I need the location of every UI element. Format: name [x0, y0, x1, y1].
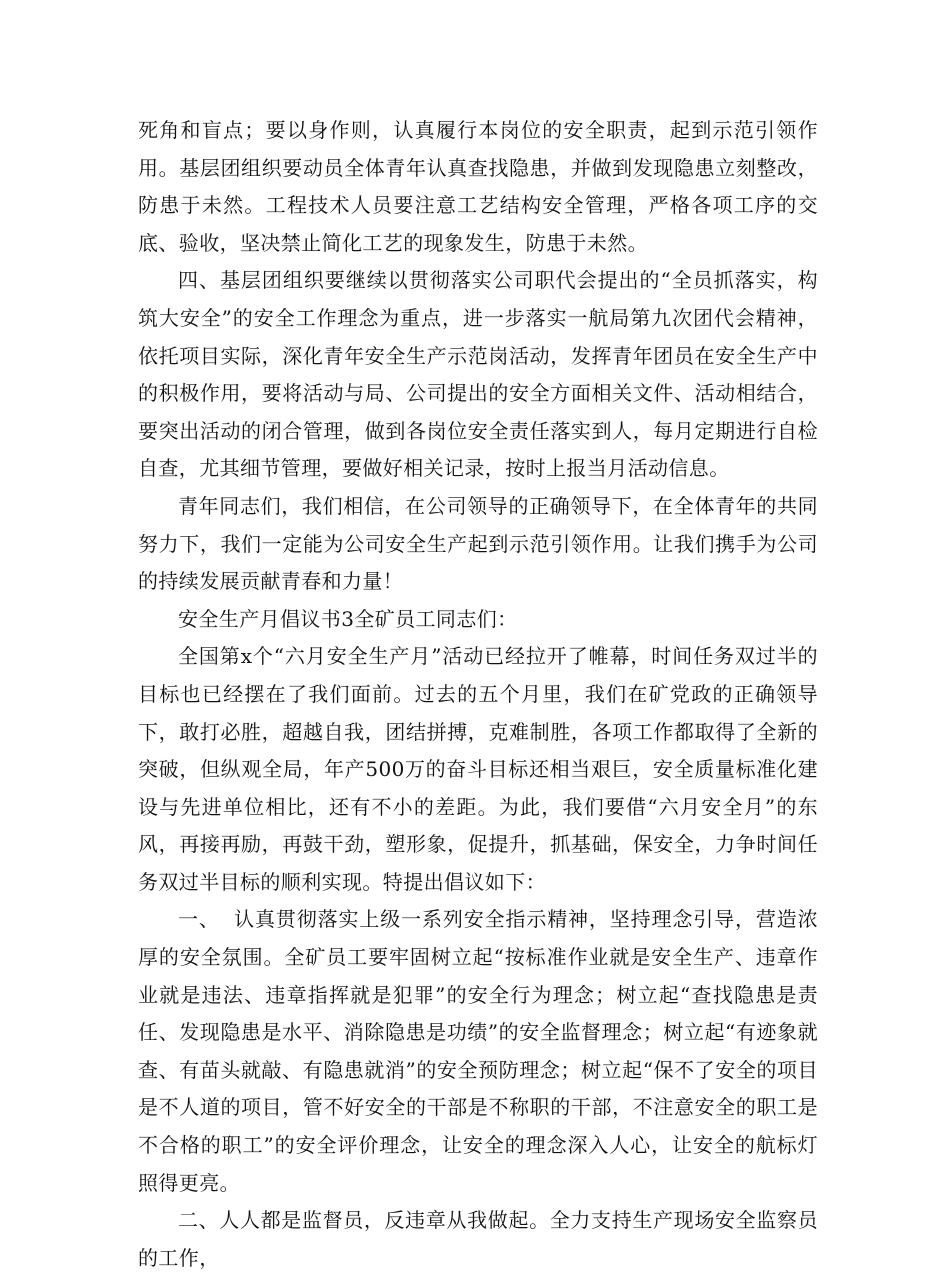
paragraph-closing-appeal: 青年同志们，我们相信，在公司领导的正确领导下，在全体青年的共同努力下，我们一定能为公司安全生产起到示范引领作用。让我们携手为公司的持续发展贡献青春和力量！ [138, 493, 818, 594]
paragraph-item-four: 四、基层团组织要继续以贯彻落实公司职代会提出的“全员抓落实，构筑大安全”的安全工作理念为重点，进一步落实一航局第九次团代会精神，依托项目实际，深化青年安全生产示范岗活动，发挥青年团员在安全生产中的积极作用，要将活动与局、公司提出的安全方面相关文件、活动相结合，要突出活动的闭合管理，做到各岗位安全责任落实到人，每月定期进行自检自查，尤其细节管理，要做好相关记录，按时上报当月活动信息。 [138, 268, 818, 481]
paragraph-item-one: 一、 认真贯彻落实上级一系列安全指示精神，坚持理念引导，营造浓厚的安全氛围。全矿员工要牢固树立起“按标准作业就是安全生产、违章作业就是违法、违章指挥就是犯罪”的安全行为理念；树立起“查找隐患是责任、发现隐患是水平、消除隐患是功绩”的安全监督理念；树立起“有迹象就查、有苗头就敲、有隐患就消”的安全预防理念；树立起“保不了安全的项目是不人道的项目，管不好安全的干部是不称职的干部，不注意安全的职工是不合格的职工”的安全评价理念，让安全的理念深入人心，让安全的航标灯照得更亮。 [138, 907, 818, 1195]
paragraph-introduction: 全国第x个“六月安全生产月”活动已经拉开了帷幕，时间任务双过半的目标也已经摆在了我们面前。过去的五个月里，我们在矿党政的正确领导下，敢打必胜，超越自我，团结拼搏，克难制胜，各项工作都取得了全新的突破，但纵观全局，年产500万的奋斗目标还相当艰巨，安全质量标准化建设与先进单位相比，还有不小的差距。为此，我们要借“六月安全月”的东风，再接再励，再鼓干劲，塑形象，促提升，抓基础，保安全，力争时间任务双过半目标的顺利实现。特提出倡议如下： [138, 644, 818, 894]
paragraph-item-two: 二、人人都是监督员，反违章从我做起。全力支持生产现场安全监察员的工作， [138, 1208, 818, 1270]
paragraph-continuation: 死角和盲点；要以身作则，认真履行本岗位的安全职责，起到示范引领作用。基层团组织要动员全体青年认真查找隐患，并做到发现隐患立刻整改，防患于未然。工程技术人员要注意工艺结构安全管理，严格各项工序的交底、验收，坚决禁止简化工艺的现象发生，防患于未然。 [138, 118, 818, 255]
document-body [138, 112, 818, 1277]
paragraph-section-heading: 安全生产月倡议书3全矿员工同志们： [178, 606, 518, 631]
